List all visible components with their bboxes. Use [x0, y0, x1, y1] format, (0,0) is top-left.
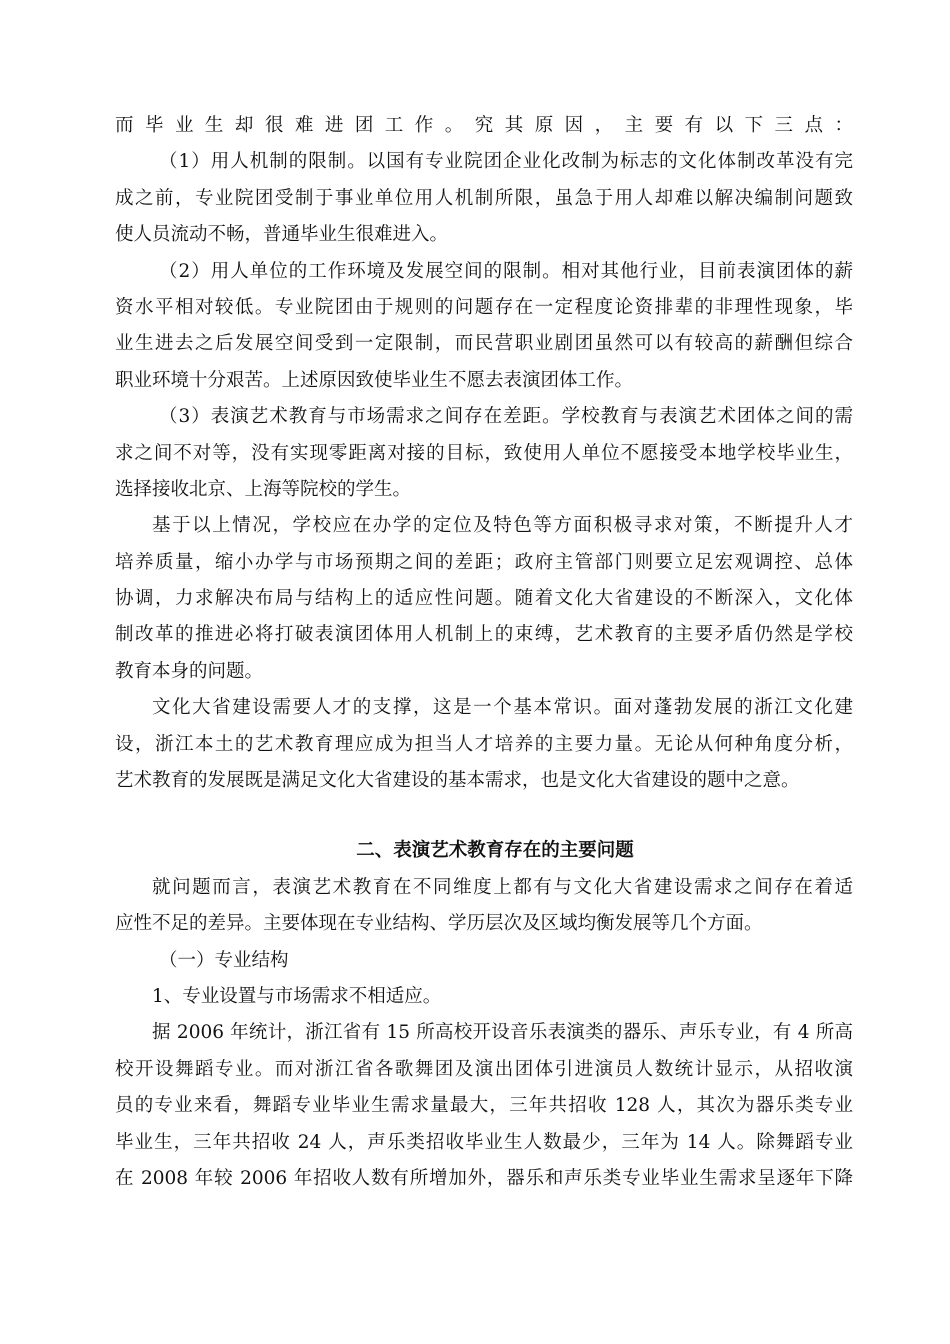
paragraph-line: 成之前，专业院团受制于事业单位用人机制所限，虽急于用人却难以解决编制问题致: [115, 187, 853, 209]
paragraph-line: （1）用人机制的限制。以国有专业院团企业化改制为标志的文化体制改革没有完: [159, 151, 853, 173]
paragraph-line: 艺术教育的发展既是满足文化大省建设的基本需求，也是文化大省建设的题中之意。: [115, 770, 800, 792]
paragraph-line: 应性不足的差异。主要体现在专业结构、学历层次及区域均衡发展等几个方面。: [115, 913, 763, 935]
paragraph-line: 设，浙江本土的艺术教育理应成为担当人才培养的主要力量。无论从何种角度分析，: [115, 733, 853, 755]
section-gap: [115, 799, 853, 833]
paragraph-line: 员的专业来看，舞蹈专业毕业生需求量最大，三年共招收 128 人，其次为器乐类专业: [115, 1095, 853, 1117]
paragraph-line: 使人员流动不畅，普通毕业生很难进入。: [115, 224, 449, 246]
paragraph-line: 基于以上情况，学校应在办学的定位及特色等方面积极寻求对策，不断提升人才: [152, 515, 853, 537]
paragraph-line: 就问题而言，表演艺术教育在不同维度上都有与文化大省建设需求之间存在着适: [152, 876, 853, 898]
paragraph-line: 资水平相对较低。专业院团由于规则的问题存在一定程度论资排辈的非理性现象，毕: [115, 296, 853, 318]
paragraph-line: （3）表演艺术教育与市场需求之间存在差距。学校教育与表演艺术团体之间的需: [159, 406, 853, 428]
subsection-heading: （一）专业结构: [159, 949, 289, 971]
paragraph-line: 在 2008 年较 2006 年招收人数有所增加外，器乐和声乐类专业毕业生需求呈逐年下降: [115, 1167, 853, 1189]
paragraph-line: 求之间不对等，没有实现零距离对接的目标，致使用人单位不愿接受本地学校毕业生，: [115, 442, 853, 464]
paragraph-line: 校开设舞蹈专业。而对浙江省各歌舞团及演出团体引进演员人数统计显示，从招收演: [115, 1058, 853, 1080]
paragraph-line: 职业环境十分艰苦。上述原因致使毕业生不愿去表演团体工作。: [115, 369, 634, 391]
section-heading: 二、表演艺术教育存在的主要问题: [356, 840, 634, 862]
paragraph-line: 协调，力求解决布局与结构上的适应性问题。随着文化大省建设的不断深入，文化体: [115, 588, 853, 610]
paragraph-line: 教育本身的问题。: [115, 660, 264, 682]
document-page: [115, 108, 853, 1197]
paragraph-line: 而毕业生却很难进团工作。究其原因，主要有以下三点：: [115, 115, 853, 136]
paragraph-line: （2）用人单位的工作环境及发展空间的限制。相对其他行业，目前表演团体的薪: [159, 260, 853, 282]
paragraph-line: 毕业生，三年共招收 24 人，声乐类招收毕业生人数最少，三年为 14 人。除舞蹈专业: [115, 1131, 853, 1153]
paragraph-line: 培养质量，缩小办学与市场预期之间的差距；政府主管部门则要立足宏观调控、总体: [115, 551, 853, 573]
paragraph-line: 业生进去之后发展空间受到一定限制，而民营职业剧团虽然可以有较高的薪酬但综合: [115, 333, 853, 355]
paragraph-line: 据 2006 年统计，浙江省有 15 所高校开设音乐表演类的器乐、声乐专业，有 4 所高: [152, 1022, 853, 1044]
paragraph-line: 选择接收北京、上海等院校的学生。: [115, 478, 412, 500]
paragraph-line: 文化大省建设需要人才的支撑，这是一个基本常识。面对蓬勃发展的浙江文化建: [152, 697, 853, 719]
paragraph-line: 制改革的推进必将打破表演团体用人机制上的束缚，艺术教育的主要矛盾仍然是学校: [115, 624, 853, 646]
subsection-item: 1、专业设置与市场需求不相适应。: [152, 985, 442, 1007]
